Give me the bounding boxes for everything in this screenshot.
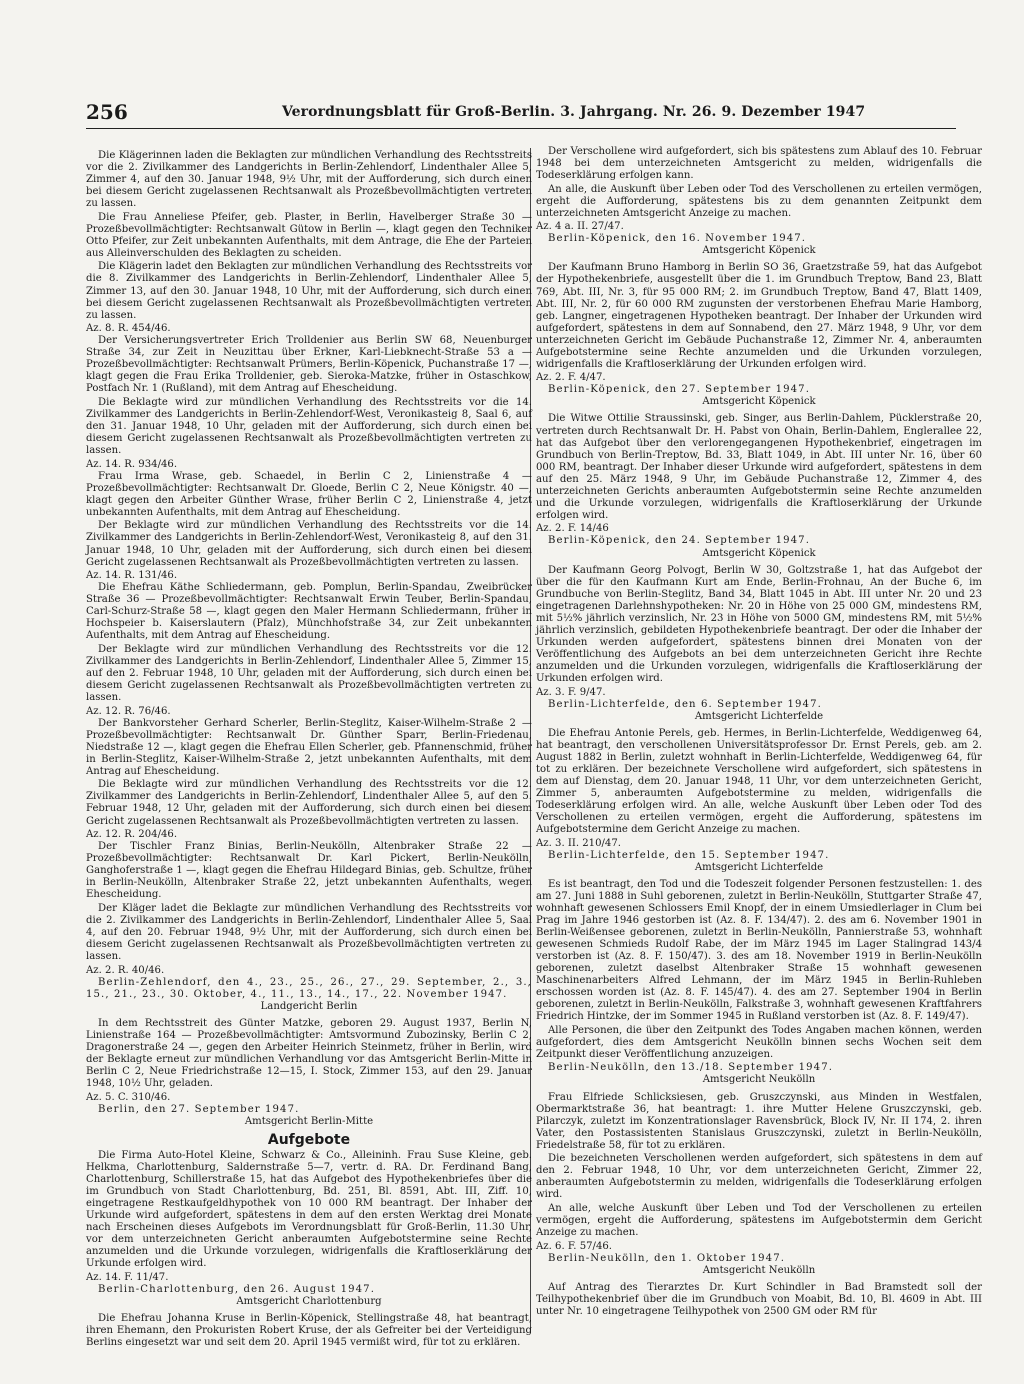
case-reference: Az. 12. R. 76/46. <box>86 705 171 717</box>
paragraph: Der Versicherungsvertreter Erich Trolldenier aus Berlin SW 68, Neuenburger Straße 34, zur Zeit in Neuzittau über Erkner, Karl-Liebknecht-Straße 53 a — Prozeßbevollmächtigter: Rechtsanwalt Prümers, Berlin-Köpenick, Puchanstraße 17 —, klagt gegen die Frau Erika Trolldenier, geb. Sieroka-Matzke, früher in Ostaschkow, Postfach Nr. 1 (Rußland), mit dem Antrag auf Ehescheidung. <box>86 335 532 395</box>
place-date-line: Berlin, den 27. September 1947. <box>98 1103 300 1115</box>
publication-title: Verordnungsblatt für Groß-Berlin. 3. Jahrgang. Nr. 26. 9. Dezember 1947 <box>282 104 866 120</box>
place-date-line: Berlin-Zehlendorf, den 4., 23., 25., 26., 27., 29. September, 2., 3., 15., 21., 23., 30. Oktober, 4., 11., 13., 14., 17., 22. November 1947. <box>86 976 532 1000</box>
place-date-line: Berlin-Neukölln, den 13./18. September 1947. <box>548 1062 834 1074</box>
section-heading: Aufgebote <box>267 1131 351 1148</box>
court-name: Amtsgericht Köpenick <box>702 547 816 559</box>
place-date-line: Berlin-Köpenick, den 16. November 1947. <box>548 233 807 245</box>
place-date-line: Berlin-Köpenick, den 27. September 1947. <box>548 384 811 396</box>
case-reference: Az. 8. R. 454/46. <box>86 323 171 335</box>
place-date-line: Berlin-Neukölln, den 1. Oktober 1947. <box>548 1252 786 1264</box>
paragraph: Die Witwe Ottilie Straussinski, geb. Singer, aus Berlin-Dahlem, Pücklerstraße 20, vertreten durch Rechtsanwalt Dr. H. Pabst von Ohain, Berlin-Dahlem, Englerallee 22, hat das Aufgebot über den verlorengegangenen Hypothekenbrief, eingetragen im Grundbuch von Berlin-Treptow, Bd. 33, Blatt 1049, in Abt. III unter Nr. 16, über 60 000 RM, beantragt. Der Inhaber dieser Urkunde wird aufgefordert, spätestens in dem auf den 25. März 1948, 9 Uhr, im Gebäude Puchanstraße 12, Zimmer 4, des unterzeichneten Gerichts anberaumten Aufgebotstermin seine Rechte anzumelden und die Urkunde vorzulegen, widrigenfalls die Kraftloserklärung der Urkunde erfolgen wird. <box>536 413 982 521</box>
case-reference: Az. 3. F. 9/47. <box>536 686 606 698</box>
paragraph: Der Tischler Franz Binias, Berlin-Neukölln, Altenbraker Straße 22 — Prozeßbevollmächtigter: Rechtsanwalt Dr. Karl Pickert, Berlin-Neukölln, Ganghoferstraße 1 —, klagt gegen die Ehefrau Hildegard Binias, geb. Schultze, früher in Berlin-Neukölln, Altenbraker Straße 22, jetzt unbekannten Aufenthalts, wegen Ehescheidung. <box>86 841 532 901</box>
case-reference: Az. 5. C. 310/46. <box>86 1091 171 1103</box>
page-header <box>86 100 956 129</box>
court-name: Amtsgericht Lichterfelde <box>694 710 824 722</box>
paragraph: Der Bankvorsteher Gerhard Scherler, Berlin-Steglitz, Kaiser-Wilhelm-Straße 2 — Prozeßbevollmächtigter: Rechtsanwalt Dr. Günther Sparr, Berlin-Friedenau, Niedstraße 12 —, klagt gegen die Ehefrau Ellen Scherler, geb. Pfannenschmid, früher in Berlin-Steglitz, Kaiser-Wilhelm-Straße 2, jetzt unbekannten Aufenthalts, mit dem Antrag auf Ehescheidung. <box>86 717 532 777</box>
case-reference: Az. 2. F. 14/46 <box>536 523 609 535</box>
paragraph: Auf Antrag des Tierarztes Dr. Kurt Schindler in Bad Bramstedt soll der Teilhypothekenbrief über die im Grundbuch von Moabit, Bd. 10, Bl. 4609 in Abt. III unter Nr. 10 eingetragene Teilhypothek von 2500 GM oder RM für <box>536 1281 982 1317</box>
court-name: Amtsgericht Neukölln <box>702 1074 816 1086</box>
paragraph: Die Ehefrau Antonie Perels, geb. Hermes, in Berlin-Lichterfelde, Weddigenweg 64, hat beantragt, den verschollenen Universitätsprofessor Dr. Ernst Perels, geb. am 2. August 1882 in Berlin, zuletzt wohnhaft in Berlin-Lichterfelde, Weddigenweg 64, für tot zu erklären. Der bezeichnete Verschollene wird aufgefordert, sich spätestens in dem auf Dienstag, dem 20. Januar 1948, 11 Uhr, vor dem unterzeichneten Gericht, Zimmer 5, anberaumten Aufgebotstermine zu melden, widrigenfalls die Todeserklärung erfolgen wird. An alle, welche Auskunft über Leben oder Tod des Verschollenen zu erteilen vermögen, ergeht die Aufforderung, spätestens im Aufgebotstermine dem Gericht Anzeige zu machen. <box>536 727 982 836</box>
page-number: 256 <box>86 100 128 124</box>
court-name: Amtsgericht Lichterfelde <box>694 861 824 873</box>
paragraph: Der Kläger ladet die Beklagte zur mündlichen Verhandlung des Rechtsstreits vor die 2. Zivilkammer des Landgerichts in Berlin-Zehlendorf, Lindenthaler Allee 5, Saal 4, auf den 20. Februar 1948, 9½ Uhr, mit der Aufforderung, sich durch einen bei diesem Gericht zugelassenen Rechtsanwalt als Prozeßbevollmächtigten vertreten zu lassen. <box>86 902 532 963</box>
paragraph: Die Klägerinnen laden die Beklagten zur mündlichen Verhandlung des Rechtsstreits vor die 2. Zivilkammer des Landgerichts in Berlin-Zehlendorf, Lindenthaler Allee 5, Zimmer 4, auf den 30. Januar 1948, 9½ Uhr, mit der Aufforderung, sich durch einen bei diesem Gericht zugelassenen Rechtsanwalt als Prozeßbevollmächtigten vertreten zu lassen. <box>86 150 532 210</box>
paragraph: Frau Irma Wrase, geb. Schaedel, in Berlin C 2, Linienstraße 4 — Prozeßbevollmächtigter: Rechtsanwalt Dr. Gloede, Berlin C 2, Neue Königstr. 40 —, klagt gegen den Arbeiter Günther Wrase, früher Berlin C 2, Linienstraße 4, jetzt unbekannten Aufenthalts, mit dem Antrag auf Ehescheidung. <box>86 470 532 518</box>
paragraph: Die Ehefrau Johanna Kruse in Berlin-Köpenick, Stellingstraße 48, hat beantragt, ihren Ehemann, den Prokuristen Robert Kruse, der als Gefreiter bei der Verteidigung Berlins eingesetzt war und seit dem 20. April 1945 vermißt wird, für tot zu erklären. <box>86 1312 532 1348</box>
case-reference: Az. 3. II. 210/47. <box>536 837 621 849</box>
court-name: Amtsgericht Neukölln <box>702 1264 816 1276</box>
case-reference: Az. 4 a. II. 27/47. <box>536 221 624 233</box>
paragraph: Der Beklagte wird zur mündlichen Verhandlung des Rechtsstreits vor die 14. Zivilkammer des Landgerichts in Berlin-Zehlendorf-West, Veronikasteig 8, auf den 31. Januar 1948, 10 Uhr, geladen mit der Aufforderung, sich durch einen bei diesem Gericht zugelassenen Rechtsanwalt als Prozeßbevollmächtigten vertreten zu lassen. <box>86 520 532 568</box>
paragraph: An alle, welche Auskunft über Leben und Tod der Verschollenen zu erteilen vermögen, ergeht die Aufforderung, spätestens im Aufgebotstermin dem Gericht Anzeige zu machen. <box>536 1202 982 1239</box>
case-reference: Az. 14. F. 11/47. <box>86 1271 169 1283</box>
paragraph: Frau Elfriede Schlicksiesen, geb. Gruszczynski, aus Minden in Westfalen, Obermarktstraße 36, hat beantragt: 1. ihre Mutter Helene Gruszczynski, geb. Pilarczyk, zuletzt im Konzentrationslager Ravensbrück, Block IV, Nr. II 174, 2. ihren Vater, den Postassistenten Stanislaus Gruszczynski, zuletzt in Berlin-Neukölln, Friedelstraße 58, für tot zu erklären. <box>536 1091 982 1151</box>
case-reference: Az. 6. F. 57/46. <box>536 1240 613 1252</box>
paragraph: Die bezeichneten Verschollenen werden aufgefordert, sich spätestens in dem auf den 2. Februar 1948, 10 Uhr, vor dem unterzeichneten Gericht, Zimmer 22, anberaumten Aufgebotstermin zu melden, widrigenfalls die Todeserklärung erfolgen wird. <box>536 1153 982 1201</box>
place-date-line: Berlin-Köpenick, den 24. September 1947. <box>548 535 811 547</box>
right-column <box>536 146 982 1319</box>
case-reference: Az. 14. R. 131/46. <box>86 570 178 582</box>
place-date-line: Berlin-Charlottenburg, den 26. August 1947. <box>98 1283 376 1295</box>
court-name: Amtsgericht Köpenick <box>702 396 816 408</box>
paragraph: Der Kaufmann Bruno Hamborg in Berlin SO 36, Graetzstraße 59, hat das Aufgebot der Hypothekenbriefe, ausgestellt über die 1. im Grundbuch Treptow, Band 23, Blatt 769, Abt. III, Nr. 3, für 95 000 RM; 2. im Grundbuch Treptow, Band 47, Blatt 1409, Abt. III, Nr. 2, für 60 000 RM zugunsten der verstorbenen Ehefrau Marie Hamborg, geb. Langner, eingetragenen Hypotheken beantragt. Der Inhaber der Urkunden wird aufgefordert, spätestens in dem auf Sonnabend, den 27. März 1948, 9 Uhr, vor dem unterzeichneten Gericht im Gebäude Puchanstraße 12, Zimmer Nr. 4, anberaumten Aufgebotstermine seine Rechte anzumelden und die Urkunden vorzulegen, widrigenfalls die Kraftloserklärung der Urkunden erfolgen wird. <box>536 262 982 370</box>
left-column <box>86 150 532 1351</box>
paragraph: Der Beklagte wird zur mündlichen Verhandlung des Rechtsstreits vor die 12. Zivilkammer des Landgerichts in Berlin-Zehlendorf, Lindenthaler Allee 5, Zimmer 15, auf den 2. Februar 1948, 10 Uhr, geladen mit der Aufforderung, sich durch einen bei diesem Gericht zugelassenen Rechtsanwalt als Prozeßbevollmächtigten vertreten zu lassen. <box>86 643 532 704</box>
paragraph: Alle Personen, die über den Zeitpunkt des Todes Angaben machen können, werden aufgefordert, dies dem Amtsgericht Neukölln binnen sechs Wochen seit dem Zeitpunkt dieser Veröffentlichung anzuzeigen. <box>536 1024 982 1060</box>
paragraph: Es ist beantragt, den Tod und die Todeszeit folgender Personen festzustellen: 1. des am 27. Juni 1888 in Suhl geborenen, zuletzt in Berlin-Neukölln, Stuttgarter Straße 47, wohnhaft gewesenen Schlossers Emil Knopf, der in einem Umsiedlerlager in Clum bei Prag im Jahre 1946 gestorben ist (Az. 8. F. 134/47). 2. des am 6. November 1901 in Berlin-Weißensee geborenen, zuletzt in Berlin-Neukölln, Pannierstraße 53, wohnhaft gewesenen Schmieds Rudolf Rabe, der im März 1945 im Lager Stalingrad 143/4 verstorben ist (Az. 8. F. 150/47). 3. des am 18. November 1919 in Berlin-Neukölln geborenen, zuletzt daselbst Altenbraker Straße 15 wohnhaft gewesenen Maschinenarbeiters Alfred Lehmann, der im März 1945 in Berlin-Ruhleben erschossen worden ist (Az. 8. F. 145/47). 4. des am 27. September 1904 in Berlin geborenen, zuletzt in Berlin-Neukölln, Falkstraße 3, wohnhaft gewesenen Kraftfahrers Friedrich Hintzke, der im Sommer 1945 in Rußland verstorben ist (Az. 8. F. 149/47). <box>536 878 982 1023</box>
court-name: Amtsgericht Köpenick <box>702 245 816 257</box>
paragraph: Der Kaufmann Georg Polvogt, Berlin W 30, Goltzstraße 1, hat das Aufgebot der über die für den Kaufmann Kurt am Ende, Berlin-Frohnau, An der Buche 6, im Grundbuche von Berlin-Steglitz, Band 34, Blatt 1045 in Abt. III unter Nr. 20 und 23 eingetragenen Darlehnshypotheken: Nr. 20 in Höhe von 25 000 GM, mindestens RM, mit 5½% jährlich verzinslich, Nr. 23 in Höhe von 5000 GM, mindestens RM, mit 5½% jährlich verzinslich, gebildeten Hypothekenbriefe beantragt. Der oder die Inhaber der Urkunden werden aufgefordert, spätestens binnen drei Monaten von der Veröffentlichung des Aufgebots an bei dem unterzeichneten Gericht ihre Rechte anzumelden und die Urkunden vorzulegen, widrigenfalls die Kraftloserklärung der Urkunden erfolgen wird. <box>536 564 982 684</box>
paragraph: Die Ehefrau Käthe Schliedermann, geb. Pomplun, Berlin-Spandau, Zweibrücker Straße 36 — Prozeßbevollmächtigter: Rechtsanwalt Erwin Teuber, Berlin-Spandau, Carl-Schurz-Straße 58 —, klagt gegen den Maler Hermann Schliedermann, früher in Hochspeier b. Kaiserslautern (Pfalz), Münchhofstraße 34, zur Zeit unbekannten Aufenthalts, mit dem Antrag auf Ehescheidung. <box>86 582 532 642</box>
case-reference: Az. 12. R. 204/46. <box>86 829 178 841</box>
paragraph: Die Klägerin ladet den Beklagten zur mündlichen Verhandlung des Rechtsstreits vor die 8. Zivilkammer des Landgerichts in Berlin-Zehlendorf, Lindenthaler Allee 5, Zimmer 13, auf den 30. Januar 1948, 10 Uhr, mit der Aufforderung, sich durch einen bei diesem Gericht zugelassenen Rechtsanwalt als Prozeßbevollmächtigten vertreten zu lassen. <box>86 261 532 321</box>
court-name: Landgericht Berlin <box>260 1000 358 1012</box>
place-date-line: Berlin-Lichterfelde, den 6. September 1947. <box>548 698 822 710</box>
place-date-line: Berlin-Lichterfelde, den 15. September 1947. <box>548 849 830 861</box>
court-name: Amtsgericht Charlottenburg <box>236 1295 382 1307</box>
case-reference: Az. 2. R. 40/46. <box>86 964 165 976</box>
paragraph: Die Firma Auto-Hotel Kleine, Schwarz & Co., Alleininh. Frau Suse Kleine, geb. Helkma, Charlottenburg, Saldernstraße 5—7, vertr. d. RA. Dr. Ferdinand Bang, Charlottenburg, Schillerstraße 15, hat das Aufgebot des Hypothekenbriefes über die im Grundbuch von Stadt Charlottenburg, Bd. 251, Bl. 8591, Abt. III, Ziff. 10, eingetragene Restkaufgeldhypothek von 10 000 RM beantragt. Der Inhaber der Urkunde wird aufgefordert, spätestens in dem auf den ersten Werktag drei Monate nach Erscheinen dieses Aufgebots im Verordnungsblatt für Groß-Berlin, 11.30 Uhr, vor dem unterzeichneten Gericht anberaumten Aufgebotstermine seine Rechte anzumelden und die Urkunde vorzulegen, widrigenfalls die Kraftloserklärung der Urkunde erfolgen wird. <box>86 1149 532 1270</box>
paragraph: Die Beklagte wird zur mündlichen Verhandlung des Rechtsstreits vor die 14. Zivilkammer des Landgerichts in Berlin-Zehlendorf-West, Veronikasteig 8, Saal 6, auf den 31. Januar 1948, 10 Uhr, geladen mit der Aufforderung, sich durch einen bei diesem Gericht zugelassenen Rechtsanwalt als Prozeßbevollmächtigten vertreten zu lassen. <box>86 396 532 457</box>
paragraph: Die Frau Anneliese Pfeifer, geb. Plaster, in Berlin, Havelberger Straße 30 — Prozeßbevollmächtigter: Rechtsanwalt Gütow in Berlin —, klagt gegen den Techniker Otto Pfeifer, zur Zeit unbekannten Aufenthalts, mit dem Antrage, die Ehe der Parteien aus Alleinverschulden des Beklagten zu scheiden. <box>86 211 532 259</box>
paragraph: Die Beklagte wird zur mündlichen Verhandlung des Rechtsstreits vor die 12. Zivilkammer des Landgerichts in Berlin-Zehlendorf, Lindenthaler Allee 5, auf den 5. Februar 1948, 12 Uhr, geladen mit der Aufforderung, sich durch einen bei diesem Gericht zugelassenen Rechtsanwalt als Prozeßbevollmächtigten vertreten zu lassen. <box>86 779 532 827</box>
paragraph: Der Verschollene wird aufgefordert, sich bis spätestens zum Ablauf des 10. Februar 1948 bei dem unterzeichneten Amtsgericht zu melden, widrigenfalls die Todeserklärung erfolgen kann. <box>536 146 982 182</box>
case-reference: Az. 14. R. 934/46. <box>86 458 178 470</box>
court-name: Amtsgericht Berlin-Mitte <box>244 1115 374 1127</box>
paragraph: An alle, die Auskunft über Leben oder Tod des Verschollenen zu erteilen vermögen, ergeht die Aufforderung, spätestens bis zu dem genannten Zeitpunkt dem unterzeichneten Amtsgericht Anzeige zu machen. <box>536 183 982 219</box>
case-reference: Az. 2. F. 4/47. <box>536 372 606 384</box>
paragraph: In dem Rechtsstreit des Günter Matzke, geboren 29. August 1937, Berlin N, Linienstraße 164 — Prozeßbevollmächtigter: Amtsvormund Zubozinsky, Berlin C 2, Dragonerstraße 24 —, gegen den Arbeiter Heinrich Steinmetz, früher in Berlin, wird der Beklagte erneut zur mündlichen Verhandlung vor das Amtsgericht Berlin-Mitte in Berlin C 2, Neue Friedrichstraße 12—15, I. Stock, Zimmer 153, auf den 29. Januar 1948, 10½ Uhr, geladen. <box>86 1017 532 1090</box>
